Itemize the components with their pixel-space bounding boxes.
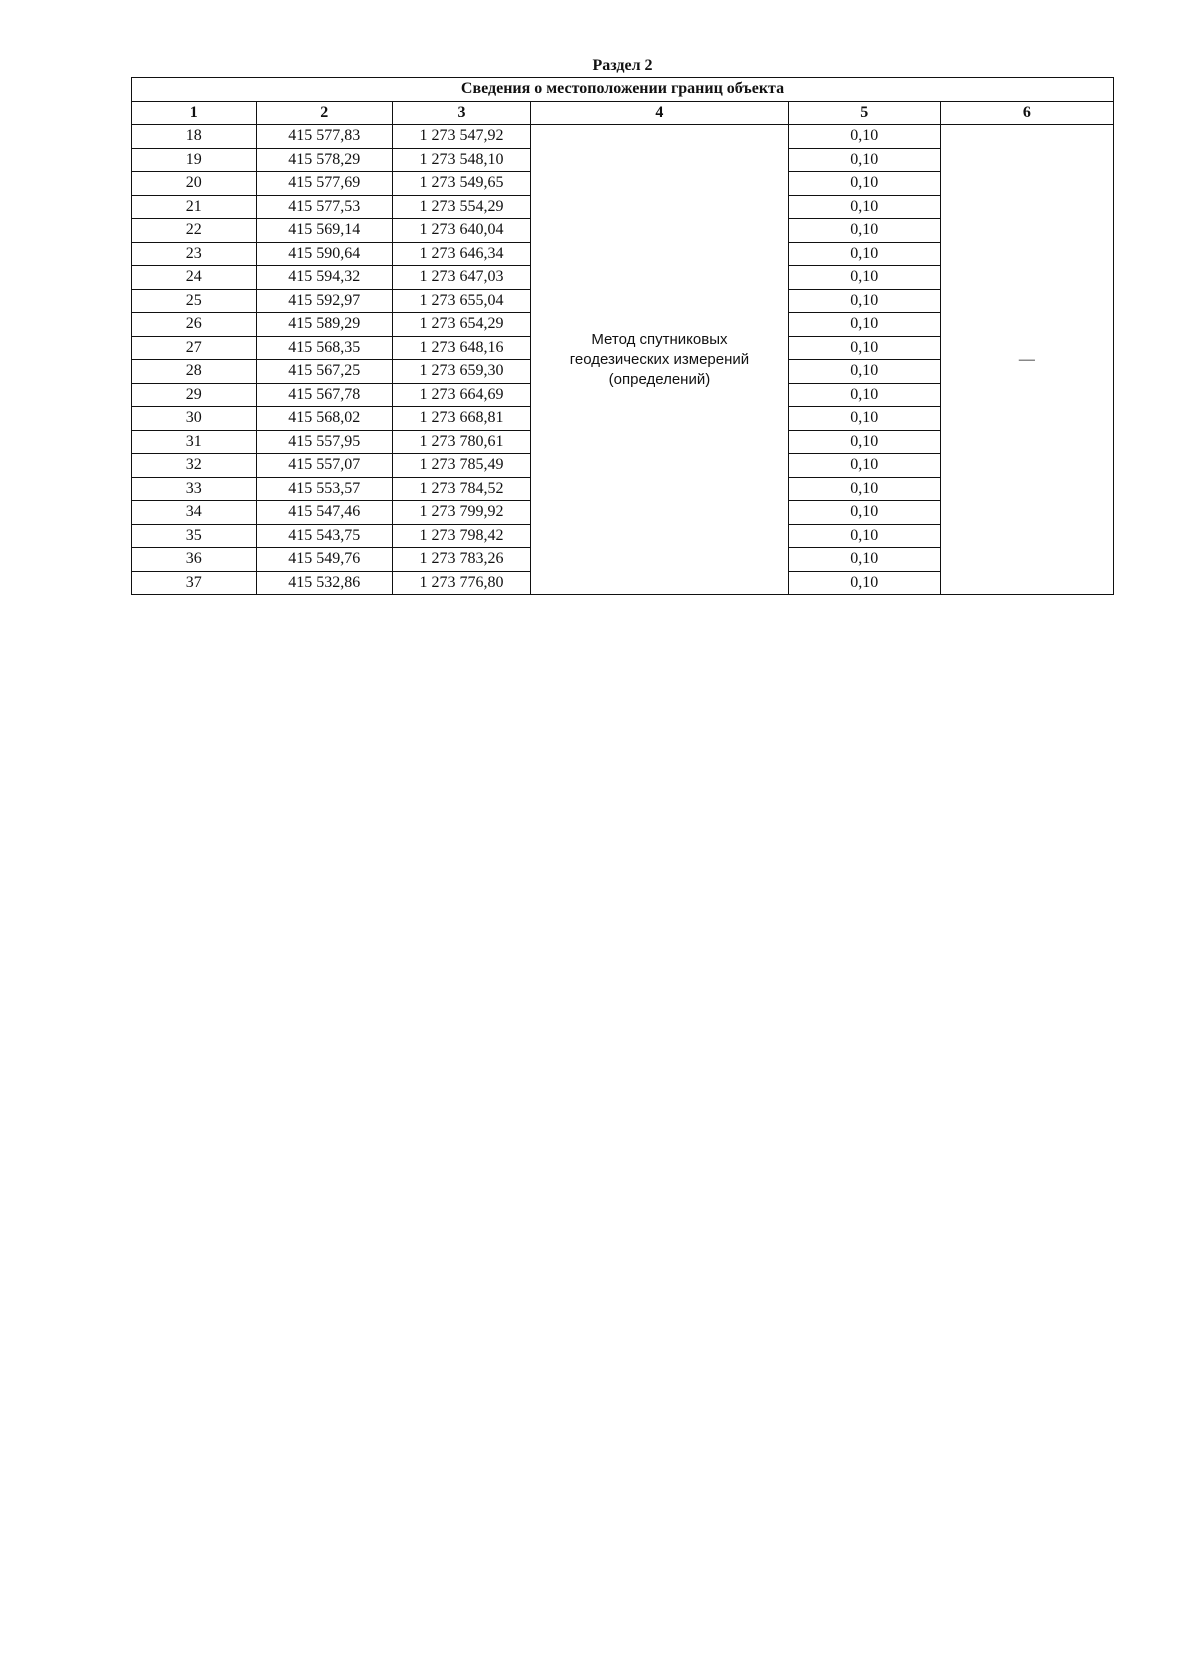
x-coordinate: 415 590,64	[256, 242, 392, 266]
y-coordinate: 1 273 646,34	[392, 242, 530, 266]
x-coordinate: 415 577,53	[256, 195, 392, 219]
y-coordinate: 1 273 648,16	[392, 336, 530, 360]
y-coordinate: 1 273 549,65	[392, 172, 530, 196]
y-coordinate: 1 273 654,29	[392, 313, 530, 337]
note-cell: —	[940, 125, 1113, 595]
x-coordinate: 415 553,57	[256, 477, 392, 501]
x-coordinate: 415 547,46	[256, 501, 392, 525]
point-number: 18	[132, 125, 257, 149]
point-number: 22	[132, 219, 257, 243]
point-number: 34	[132, 501, 257, 525]
point-number: 28	[132, 360, 257, 384]
x-coordinate: 415 543,75	[256, 524, 392, 548]
point-number: 29	[132, 383, 257, 407]
accuracy-value: 0,10	[788, 571, 940, 595]
x-coordinate: 415 577,83	[256, 125, 392, 149]
table-caption: Сведения о местоположении границ объекта	[132, 78, 1114, 102]
point-number: 20	[132, 172, 257, 196]
y-coordinate: 1 273 784,52	[392, 477, 530, 501]
accuracy-value: 0,10	[788, 360, 940, 384]
y-coordinate: 1 273 664,69	[392, 383, 530, 407]
accuracy-value: 0,10	[788, 242, 940, 266]
accuracy-value: 0,10	[788, 266, 940, 290]
accuracy-value: 0,10	[788, 501, 940, 525]
accuracy-value: 0,10	[788, 125, 940, 149]
y-coordinate: 1 273 554,29	[392, 195, 530, 219]
y-coordinate: 1 273 647,03	[392, 266, 530, 290]
x-coordinate: 415 578,29	[256, 148, 392, 172]
y-coordinate: 1 273 783,26	[392, 548, 530, 572]
x-coordinate: 415 568,02	[256, 407, 392, 431]
method-cell	[531, 125, 789, 595]
x-coordinate: 415 594,32	[256, 266, 392, 290]
accuracy-value: 0,10	[788, 148, 940, 172]
point-number: 24	[132, 266, 257, 290]
x-coordinate: 415 568,35	[256, 336, 392, 360]
y-coordinate: 1 273 547,92	[392, 125, 530, 149]
y-coordinate: 1 273 655,04	[392, 289, 530, 313]
y-coordinate: 1 273 780,61	[392, 430, 530, 454]
table-body	[132, 125, 1114, 595]
table-row	[132, 125, 1114, 149]
column-number: 6	[940, 101, 1113, 125]
accuracy-value: 0,10	[788, 313, 940, 337]
column-number: 3	[392, 101, 530, 125]
x-coordinate: 415 557,07	[256, 454, 392, 478]
method-text-line: геодезических измерений	[569, 350, 750, 368]
section-title: Раздел 2	[592, 57, 653, 74]
point-number: 31	[132, 430, 257, 454]
point-number: 25	[132, 289, 257, 313]
x-coordinate: 415 592,97	[256, 289, 392, 313]
accuracy-value: 0,10	[788, 454, 940, 478]
accuracy-value: 0,10	[788, 336, 940, 360]
accuracy-value: 0,10	[788, 383, 940, 407]
accuracy-value: 0,10	[788, 430, 940, 454]
point-number: 37	[132, 571, 257, 595]
column-number-row	[132, 101, 1114, 125]
y-coordinate: 1 273 659,30	[392, 360, 530, 384]
y-coordinate: 1 273 548,10	[392, 148, 530, 172]
x-coordinate: 415 549,76	[256, 548, 392, 572]
accuracy-value: 0,10	[788, 524, 940, 548]
accuracy-value: 0,10	[788, 195, 940, 219]
column-number: 2	[256, 101, 392, 125]
method-text-line: (определений)	[608, 370, 711, 388]
column-number: 5	[788, 101, 940, 125]
accuracy-value: 0,10	[788, 172, 940, 196]
point-number: 36	[132, 548, 257, 572]
x-coordinate: 415 569,14	[256, 219, 392, 243]
accuracy-value: 0,10	[788, 548, 940, 572]
point-number: 23	[132, 242, 257, 266]
x-coordinate: 415 589,29	[256, 313, 392, 337]
point-number: 32	[132, 454, 257, 478]
y-coordinate: 1 273 776,80	[392, 571, 530, 595]
x-coordinate: 415 567,78	[256, 383, 392, 407]
y-coordinate: 1 273 798,42	[392, 524, 530, 548]
point-number: 30	[132, 407, 257, 431]
accuracy-value: 0,10	[788, 289, 940, 313]
point-number: 27	[132, 336, 257, 360]
y-coordinate: 1 273 799,92	[392, 501, 530, 525]
x-coordinate: 415 557,95	[256, 430, 392, 454]
y-coordinate: 1 273 785,49	[392, 454, 530, 478]
x-coordinate: 415 577,69	[256, 172, 392, 196]
x-coordinate: 415 532,86	[256, 571, 392, 595]
accuracy-value: 0,10	[788, 477, 940, 501]
column-number: 4	[531, 101, 789, 125]
column-number: 1	[132, 101, 257, 125]
point-number: 35	[132, 524, 257, 548]
boundary-coordinates-table	[131, 77, 1114, 595]
accuracy-value: 0,10	[788, 219, 940, 243]
method-text-line: Метод спутниковых	[591, 330, 728, 348]
y-coordinate: 1 273 668,81	[392, 407, 530, 431]
point-number: 33	[132, 477, 257, 501]
x-coordinate: 415 567,25	[256, 360, 392, 384]
point-number: 21	[132, 195, 257, 219]
point-number: 26	[132, 313, 257, 337]
point-number: 19	[132, 148, 257, 172]
y-coordinate: 1 273 640,04	[392, 219, 530, 243]
accuracy-value: 0,10	[788, 407, 940, 431]
